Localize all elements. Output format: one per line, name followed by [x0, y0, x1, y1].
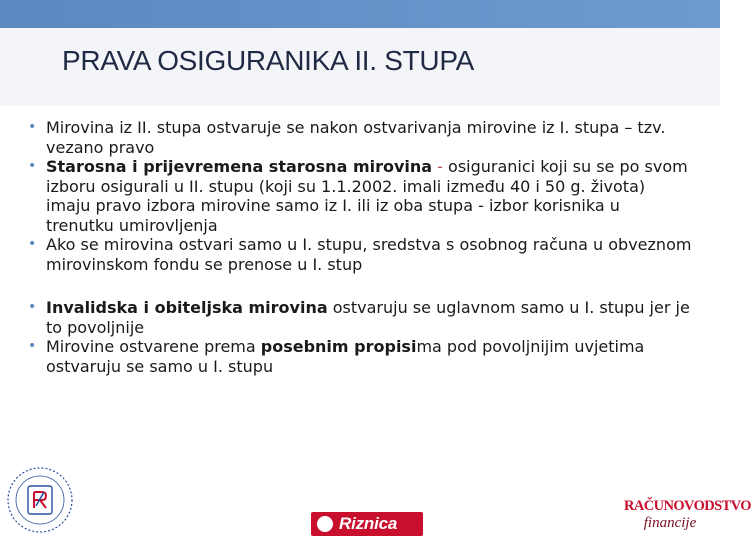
riznica-logo — [311, 512, 423, 536]
bullet-marker: • — [28, 119, 37, 135]
bullet-marker: • — [28, 338, 37, 354]
bullet-item — [28, 118, 692, 157]
bullet-item — [28, 157, 692, 235]
bullet-marker: • — [28, 236, 37, 252]
financije-logo-text: financije — [643, 515, 697, 531]
bullet-accent-dash: - — [432, 157, 449, 176]
bullet-text: osiguranici koji su se po svom izboru osigurali u II. stupu (koji su 1.1.2002. imali između 40 i 50 g. života) imaju pravo izbora mirovine samo iz I. ili iz oba stupa - izbor korisnika u trenutku umirovljenja — [46, 157, 688, 235]
header-band — [0, 0, 720, 28]
bullet-text: Mirovine ostvarene prema — [46, 337, 261, 356]
institution-seal-logo — [6, 462, 74, 536]
bullet-text: Ako se mirovina ostvari samo u I. stupu, sredstva s osobnog računa u obveznom mirovinskom fondu se prenose u I. stup — [46, 235, 692, 274]
bullet-item — [28, 235, 692, 274]
bullet-bold-text: Starosna i prijevremena starosna mirovina — [46, 157, 433, 176]
bullet-marker: • — [28, 299, 37, 315]
bullet-item — [28, 337, 692, 376]
racunovodstvo-logo — [624, 498, 751, 538]
bullet-item — [28, 298, 692, 337]
riznica-emblem-icon — [317, 516, 333, 532]
bullet-marker: • — [28, 158, 37, 174]
bullet-text: ma pod povoljnijim uvjetima ostvaruju se samo u I. stupu — [46, 337, 645, 376]
bullet-text: Mirovina iz II. stupa ostvaruje se nakon ostvarivanja mirovine iz I. stupa – tzv. vezano pravo — [46, 118, 666, 157]
bullet-bold-text: posebnim propisi — [260, 337, 417, 356]
bullet-bold-text: Invalidska i obiteljska mirovina — [46, 298, 328, 317]
bullet-text: ostvaruju se uglavnom samo u I. stupu jer je to povoljnije — [46, 298, 690, 337]
racunovodstvo-logo-text: RAČUNOVODSTVO — [624, 498, 751, 514]
slide-content — [28, 118, 692, 376]
slide-title: PRAVA OSIGURANIKA II. STUPA — [62, 45, 475, 76]
bullet-gap — [28, 274, 692, 298]
riznica-logo-text: Riznica — [339, 514, 398, 533]
